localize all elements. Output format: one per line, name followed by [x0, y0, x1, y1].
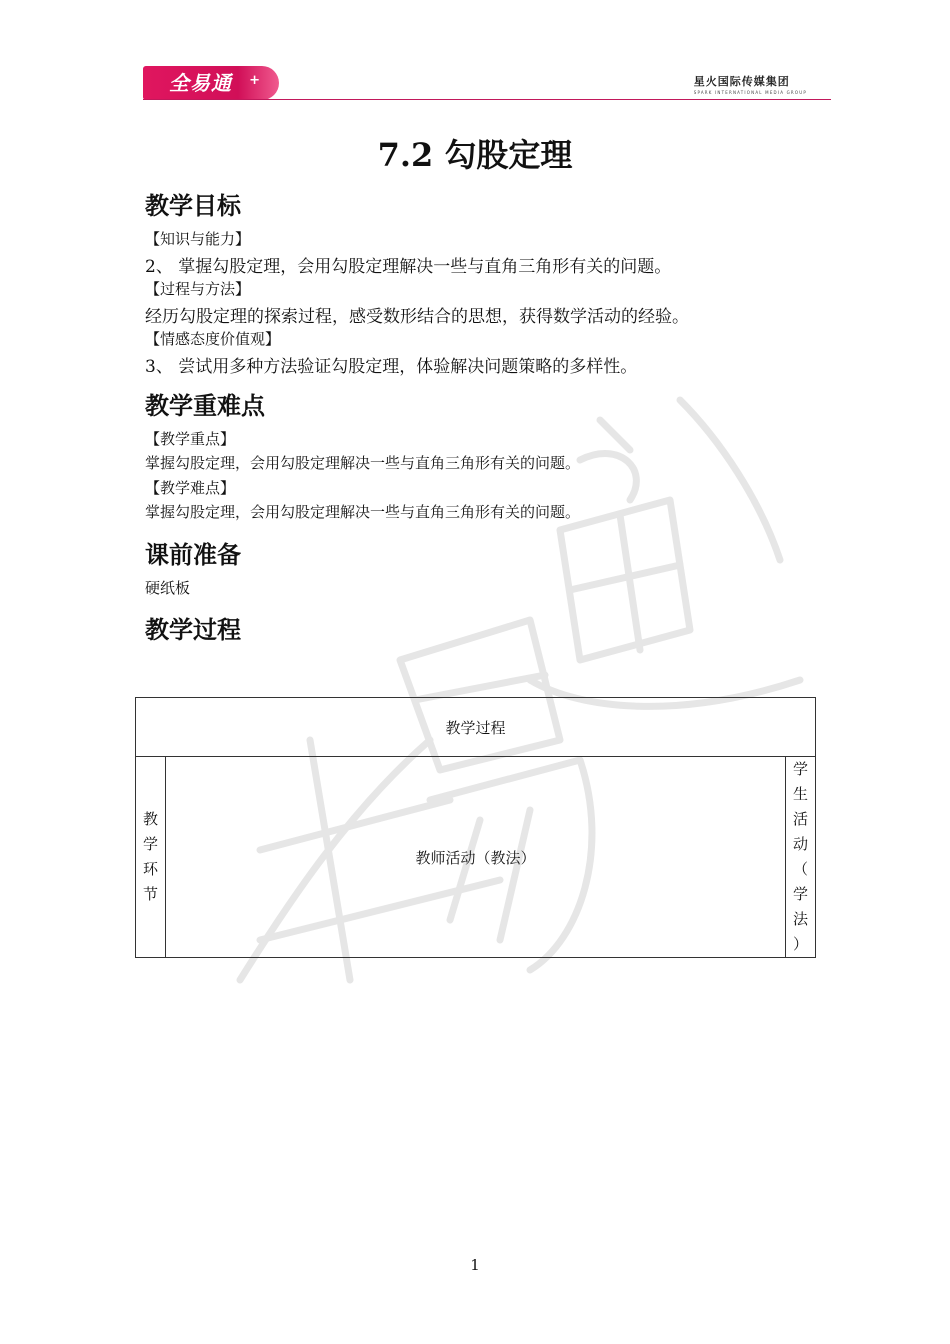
logo-text: 全易通	[169, 71, 232, 95]
goal-line: 2、 掌握勾股定理，会用勾股定理解决一些与直角三角形有关的问题。	[145, 257, 672, 277]
section-heading-goals: 教学目标	[145, 192, 241, 220]
teacher-activity-column: 教师活动（教法）	[166, 757, 786, 958]
vertical-char: （	[792, 860, 808, 878]
goal-line: 【知识与能力】	[145, 230, 251, 248]
section-heading-process: 教学过程	[145, 616, 241, 644]
vertical-char: 教	[142, 810, 158, 828]
key-point-line: 掌握勾股定理，会用勾股定理解决一些与直角三角形有关的问题。	[145, 503, 581, 521]
key-point-line: 【教学重点】	[145, 430, 236, 448]
header-divider	[143, 99, 831, 100]
vertical-char: 动	[792, 835, 808, 853]
vertical-char: 法	[792, 910, 808, 928]
section-heading-key-points: 教学重难点	[145, 392, 265, 420]
publisher-name: 星火国际传媒集团	[693, 75, 790, 88]
table-header-cell: 教学过程	[136, 698, 816, 757]
student-activity-column	[786, 757, 816, 958]
vertical-char: 学	[792, 760, 808, 778]
vertical-char: ）	[792, 935, 808, 953]
prep-line: 硬纸板	[145, 579, 191, 597]
vertical-char: 学	[792, 885, 808, 903]
goal-line: 【情感态度价值观】	[145, 330, 281, 348]
publisher-name-en: SPARK INTERNATIONAL MEDIA GROUP	[693, 90, 807, 95]
page-header	[143, 66, 831, 106]
vertical-char: 节	[142, 885, 158, 903]
key-point-line: 掌握勾股定理，会用勾股定理解决一些与直角三角形有关的问题。	[145, 454, 581, 472]
goal-line: 3、 尝试用多种方法验证勾股定理，体验解决问题策略的多样性。	[145, 357, 638, 377]
page-title: 7.2 勾股定理	[377, 136, 573, 174]
page-number: 1	[470, 1256, 480, 1274]
key-point-line: 【教学难点】	[145, 479, 236, 497]
logo-star-icon: +	[249, 73, 261, 88]
brand-logo	[143, 66, 279, 100]
vertical-char: 生	[792, 785, 808, 803]
goal-line: 经历勾股定理的探索过程，感受数形结合的思想，获得数学活动的经验。	[145, 307, 689, 327]
vertical-char: 环	[142, 860, 158, 878]
vertical-char: 活	[792, 810, 808, 828]
teaching-stage-column	[136, 757, 166, 958]
vertical-char: 学	[142, 835, 158, 853]
goal-line: 【过程与方法】	[145, 280, 251, 298]
publisher-brand	[694, 73, 807, 95]
section-heading-prep: 课前准备	[145, 541, 241, 569]
teaching-process-table	[135, 697, 816, 958]
